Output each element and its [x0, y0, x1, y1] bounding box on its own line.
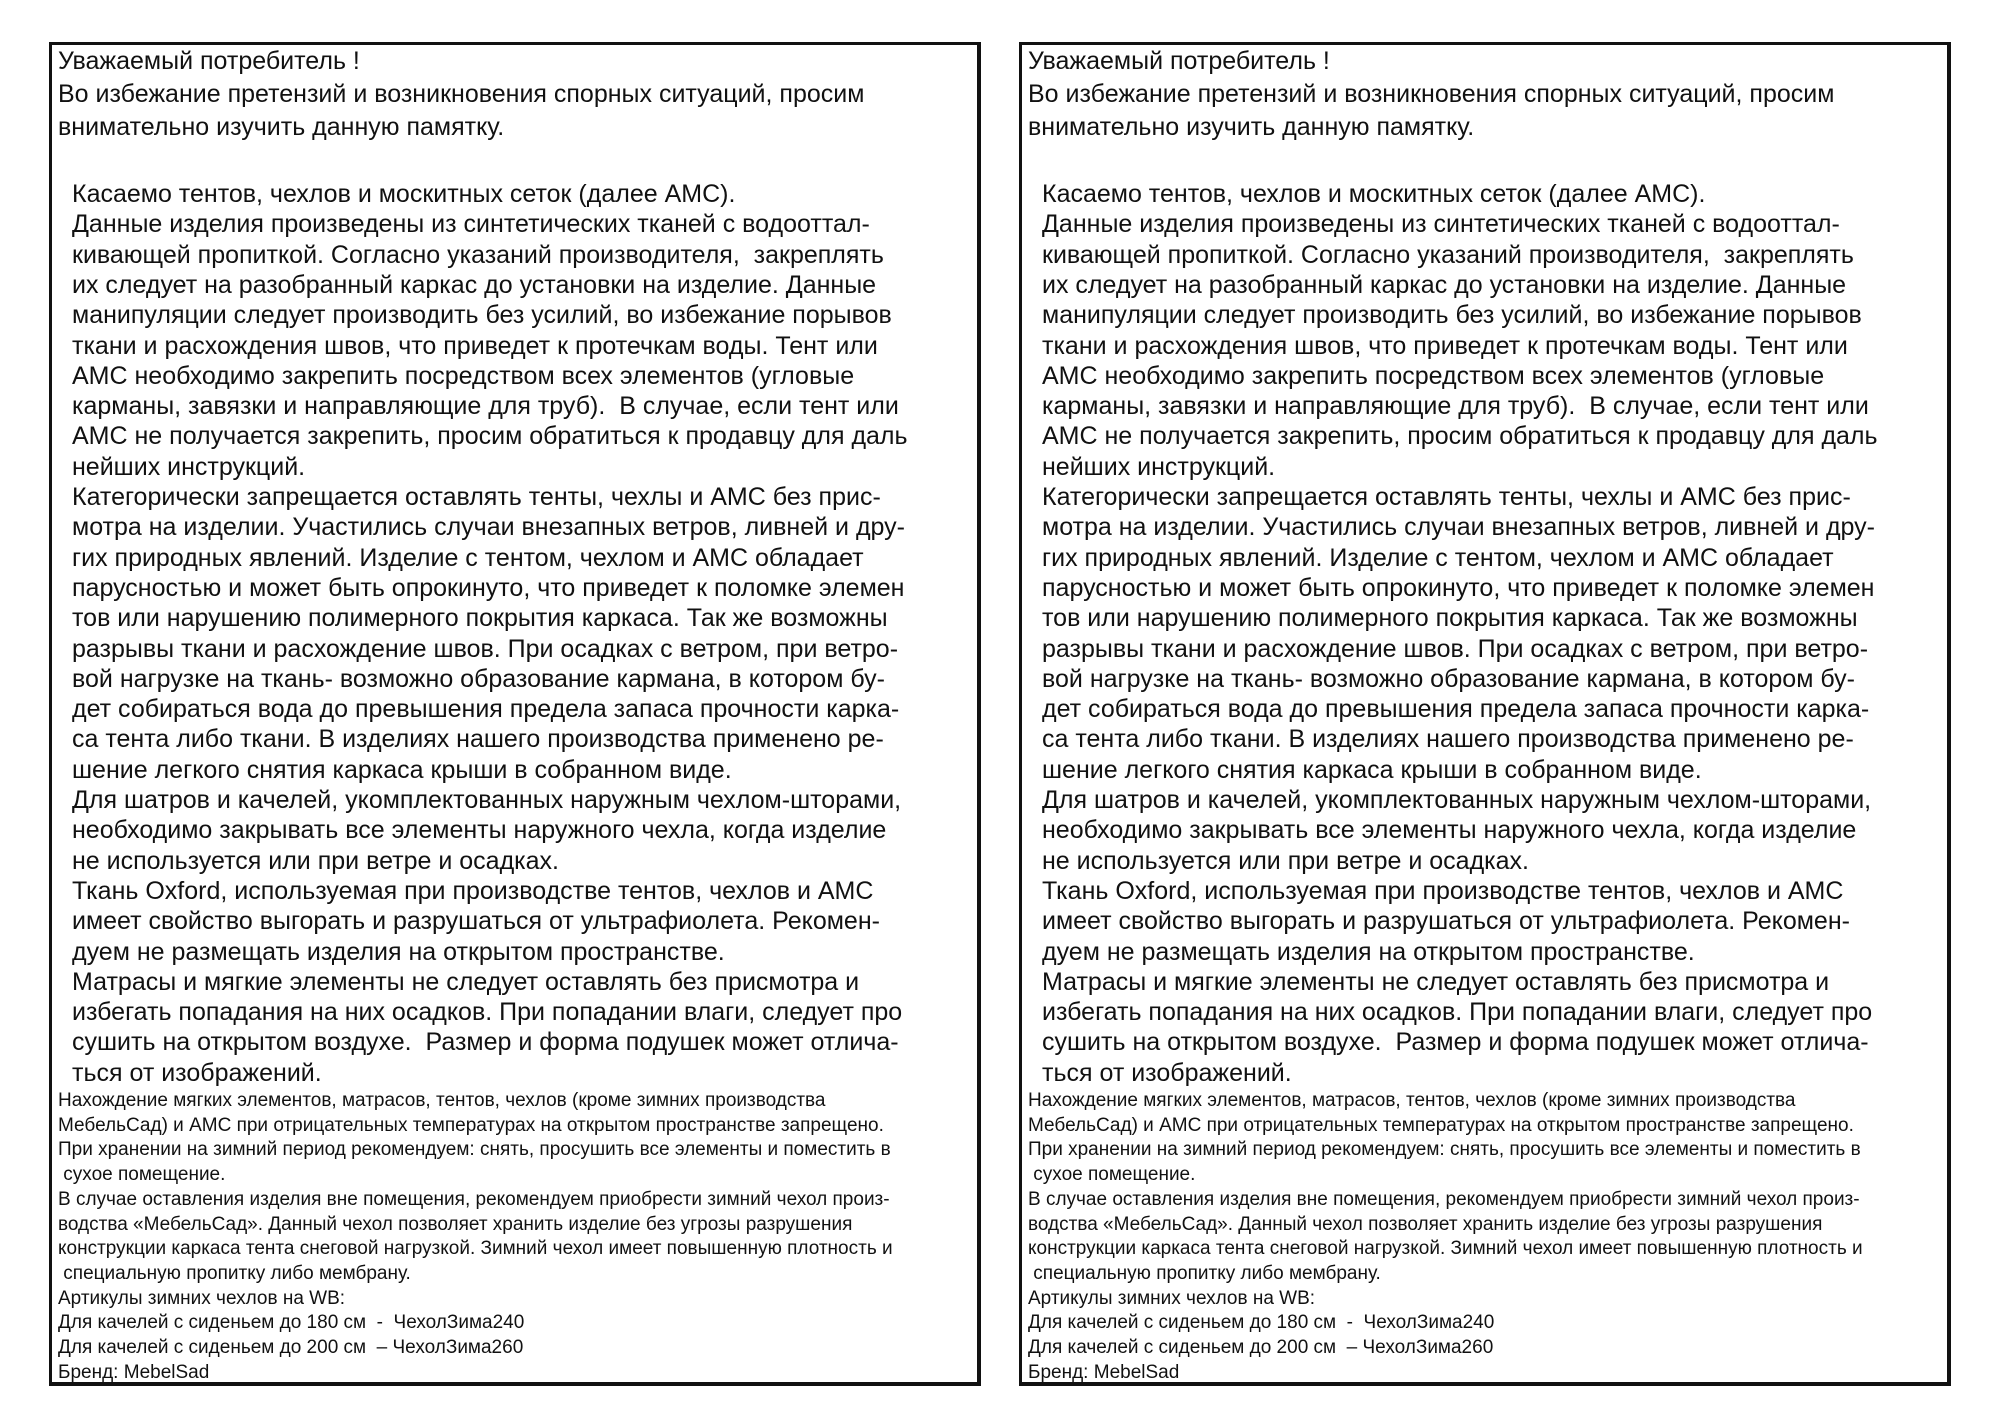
memo-body-line: АМС не получается закрепить, просим обратиться к продавцу для даль: [1042, 422, 1878, 451]
memo-small-line: Нахождение мягких элементов, матрасов, тентов, чехлов (кроме зимних производства: [1028, 1090, 1796, 1111]
memo-body-line: Категорически запрещается оставлять тенты, чехлы и АМС без прис-: [72, 483, 881, 511]
memo-body-line: Ткань Oxford, используемая при производстве тентов, чехлов и АМС: [72, 876, 874, 905]
memo-body-line: шение легкого снятия каркаса крыши в собранном виде.: [72, 755, 732, 784]
memo-heading-line: внимательно изучить данную памятку.: [58, 113, 505, 141]
memo-body-line: избегать попадания на них осадков. При попадании влаги, следует про: [1042, 998, 1873, 1027]
memo-small-line: Бренд: MebelSad: [1028, 1361, 1180, 1383]
memo-body-line: их следует на разобранный каркас до установки на изделие. Данные: [1042, 270, 1847, 299]
memo-body-line: Матрасы и мягкие элементы не следует оставлять без присмотра и: [1042, 967, 1830, 996]
memo-body-line: Касаемо тентов, чехлов и москитных сеток (далее АМС).: [1042, 180, 1706, 208]
memo-body-line: Касаемо тентов, чехлов и москитных сеток (далее АМС).: [72, 180, 736, 208]
memo-small-line: В случае оставления изделия вне помещения, рекомендуем приобрести зимний чехол произ-: [1028, 1188, 1860, 1210]
memo-small-line: МебельСад) и АМС при отрицательных температурах на открытом пространстве запрещено.: [58, 1114, 884, 1136]
memo-small-line: Бренд: MebelSad: [58, 1361, 210, 1383]
memo-body-line: Данные изделия произведены из синтетических тканей с водооттал-: [72, 210, 870, 239]
memo-small-line: водства «МебельСад». Данный чехол позволяет хранить изделие без угрозы разрушения: [1028, 1213, 1823, 1235]
memo-small-line: конструкции каркаса тента снеговой нагрузкой. Зимний чехол имеет повышенную плотность и: [1028, 1238, 1863, 1260]
memo-small-line: Артикулы зимних чехлов на WB:: [1028, 1287, 1316, 1309]
memo-body-line: ться от изображений.: [1042, 1058, 1292, 1087]
memo-heading-line: Во избежание претензий и возникновения спорных ситуаций, просим: [1028, 80, 1835, 108]
memo-heading-line: внимательно изучить данную памятку.: [1028, 113, 1475, 141]
memo-body-line: вой нагрузке на ткань- возможно образование кармана, в котором бу-: [1042, 664, 1855, 693]
memo-body-line: ться от изображений.: [72, 1058, 322, 1087]
memo-small-line: При хранении на зимний период рекомендуем: снять, просушить все элементы и поместить в: [58, 1139, 891, 1161]
memo-body-line: ткани и расхождения швов, что приведет к протечкам воды. Тент или: [72, 331, 878, 360]
memo-heading-line: Уважаемый потребитель !: [58, 47, 360, 75]
memo-body-line: парусностью и может быть опрокинуто, что приведет к поломке элемен: [1042, 573, 1875, 602]
memo-body-line: необходимо закрывать все элементы наружного чехла, когда изделие: [1042, 816, 1857, 845]
memo-body-line: ткани и расхождения швов, что приведет к протечкам воды. Тент или: [1042, 331, 1848, 360]
memo-body-line: Матрасы и мягкие элементы не следует оставлять без присмотра и: [72, 967, 860, 996]
memo-small-line: водства «МебельСад». Данный чехол позволяет хранить изделие без угрозы разрушения: [58, 1213, 853, 1235]
memo-body-line: АМС необходимо закрепить посредством всех элементов (угловые: [72, 361, 855, 390]
memo-body-line: не используется или при ветре и осадках.: [72, 846, 559, 875]
memo-body-line: манипуляции следует производить без усилий, во избежание порывов: [1042, 301, 1862, 330]
memo-body-line: нейших инструкций.: [1042, 452, 1276, 481]
memo-small-line: Для качелей с сиденьем до 180 см - ЧехолЗима240: [58, 1312, 525, 1334]
memo-body-line: дуем не размещать изделия на открытом пространстве.: [1042, 937, 1695, 966]
memo-small-line: Для качелей с сиденьем до 200 см – ЧехолЗима260: [58, 1337, 524, 1358]
memo-small-line: В случае оставления изделия вне помещения, рекомендуем приобрести зимний чехол произ-: [58, 1188, 890, 1210]
memo-body-line: парусностью и может быть опрокинуто, что приведет к поломке элемен: [72, 573, 905, 602]
memo-panel-right: [1019, 42, 1951, 1386]
memo-body-line: имеет свойство выгорать и разрушаться от ультрафиолета. Рекомен-: [72, 907, 880, 936]
memo-body-line: мотра на изделии. Участились случаи внезапных ветров, ливней и дру-: [1042, 513, 1875, 542]
memo-body-line: гих природных явлений. Изделие с тентом, чехлом и АМС обладает: [72, 543, 864, 572]
memo-body-line: имеет свойство выгорать и разрушаться от ультрафиолета. Рекомен-: [1042, 907, 1850, 936]
memo-body-line: са тента либо ткани. В изделиях нашего производства применено ре-: [72, 725, 884, 754]
memo-body-line: кивающей пропиткой. Согласно указаний производителя, закреплять: [72, 240, 884, 269]
memo-body-line: избегать попадания на них осадков. При попадании влаги, следует про: [72, 998, 903, 1027]
memo-small-line: Для качелей с сиденьем до 200 см – ЧехолЗима260: [1028, 1337, 1494, 1358]
memo-body-line: тов или нарушению полимерного покрытия каркаса. Так же возможны: [1042, 604, 1858, 633]
memo-small-line: специальную пропитку либо мембрану.: [1028, 1262, 1381, 1284]
memo-small-line: При хранении на зимний период рекомендуем: снять, просушить все элементы и поместить в: [1028, 1139, 1861, 1161]
memo-small-line: специальную пропитку либо мембрану.: [58, 1262, 411, 1284]
memo-body-line: АМС не получается закрепить, просим обратиться к продавцу для даль: [72, 422, 908, 451]
memo-body-line: дуем не размещать изделия на открытом пространстве.: [72, 937, 725, 966]
memo-heading-line: Уважаемый потребитель !: [1028, 47, 1330, 75]
memo-small-line: МебельСад) и АМС при отрицательных температурах на открытом пространстве запрещено.: [1028, 1114, 1854, 1136]
memo-body-line: разрывы ткани и расхождение швов. При осадках с ветром, при ветро-: [1042, 634, 1869, 663]
memo-body-line: нейших инструкций.: [72, 452, 306, 481]
memo-body-line: АМС необходимо закрепить посредством всех элементов (угловые: [1042, 361, 1825, 390]
memo-body-line: необходимо закрывать все элементы наружного чехла, когда изделие: [72, 816, 887, 845]
memo-body-line: дет собираться вода до превышения предела запаса прочности карка-: [72, 695, 900, 724]
memo-small-line: сухое помещение.: [1028, 1164, 1196, 1186]
memo-body-line: гих природных явлений. Изделие с тентом, чехлом и АМС обладает: [1042, 543, 1834, 572]
memo-body-line: дет собираться вода до превышения предела запаса прочности карка-: [1042, 695, 1870, 724]
memo-body-line: Данные изделия произведены из синтетических тканей с водооттал-: [1042, 210, 1840, 239]
memo-body-line: карманы, завязки и направляющие для труб). В случае, если тент или: [72, 392, 899, 421]
memo-small-line: Артикулы зимних чехлов на WB:: [58, 1287, 346, 1309]
memo-body-line: са тента либо ткани. В изделиях нашего производства применено ре-: [1042, 725, 1854, 754]
memo-panel-left: [49, 42, 981, 1386]
memo-body-line: мотра на изделии. Участились случаи внезапных ветров, ливней и дру-: [72, 513, 905, 542]
memo-body-line: вой нагрузке на ткань- возможно образование кармана, в котором бу-: [72, 664, 885, 693]
memo-small-line: Для качелей с сиденьем до 180 см - ЧехолЗима240: [1028, 1312, 1495, 1334]
memo-body-line: сушить на открытом воздухе. Размер и форма подушек может отлича-: [72, 1028, 899, 1057]
memo-body-line: тов или нарушению полимерного покрытия каркаса. Так же возможны: [72, 604, 888, 633]
memo-body-line: Для шатров и качелей, укомплектованных наружным чехлом-шторами,: [72, 786, 902, 814]
memo-body-line: карманы, завязки и направляющие для труб). В случае, если тент или: [1042, 392, 1869, 421]
memo-small-line: сухое помещение.: [58, 1164, 226, 1186]
memo-body-line: не используется или при ветре и осадках.: [1042, 846, 1529, 875]
memo-body-line: кивающей пропиткой. Согласно указаний производителя, закреплять: [1042, 240, 1854, 269]
memo-small-line: Нахождение мягких элементов, матрасов, тентов, чехлов (кроме зимних производства: [58, 1090, 826, 1111]
memo-body-line: манипуляции следует производить без усилий, во избежание порывов: [72, 301, 892, 330]
memo-body-line: Ткань Oxford, используемая при производстве тентов, чехлов и АМС: [1042, 876, 1844, 905]
memo-body-line: Категорически запрещается оставлять тенты, чехлы и АМС без прис-: [1042, 483, 1851, 511]
memo-heading-line: Во избежание претензий и возникновения спорных ситуаций, просим: [58, 80, 865, 108]
memo-body-line: разрывы ткани и расхождение швов. При осадках с ветром, при ветро-: [72, 634, 899, 663]
memo-body-line: их следует на разобранный каркас до установки на изделие. Данные: [72, 270, 877, 299]
memo-small-line: конструкции каркаса тента снеговой нагрузкой. Зимний чехол имеет повышенную плотность и: [58, 1238, 893, 1260]
memo-body-line: Для шатров и качелей, укомплектованных наружным чехлом-шторами,: [1042, 786, 1872, 814]
memo-body-line: сушить на открытом воздухе. Размер и форма подушек может отлича-: [1042, 1028, 1869, 1057]
memo-body-line: шение легкого снятия каркаса крыши в собранном виде.: [1042, 755, 1702, 784]
